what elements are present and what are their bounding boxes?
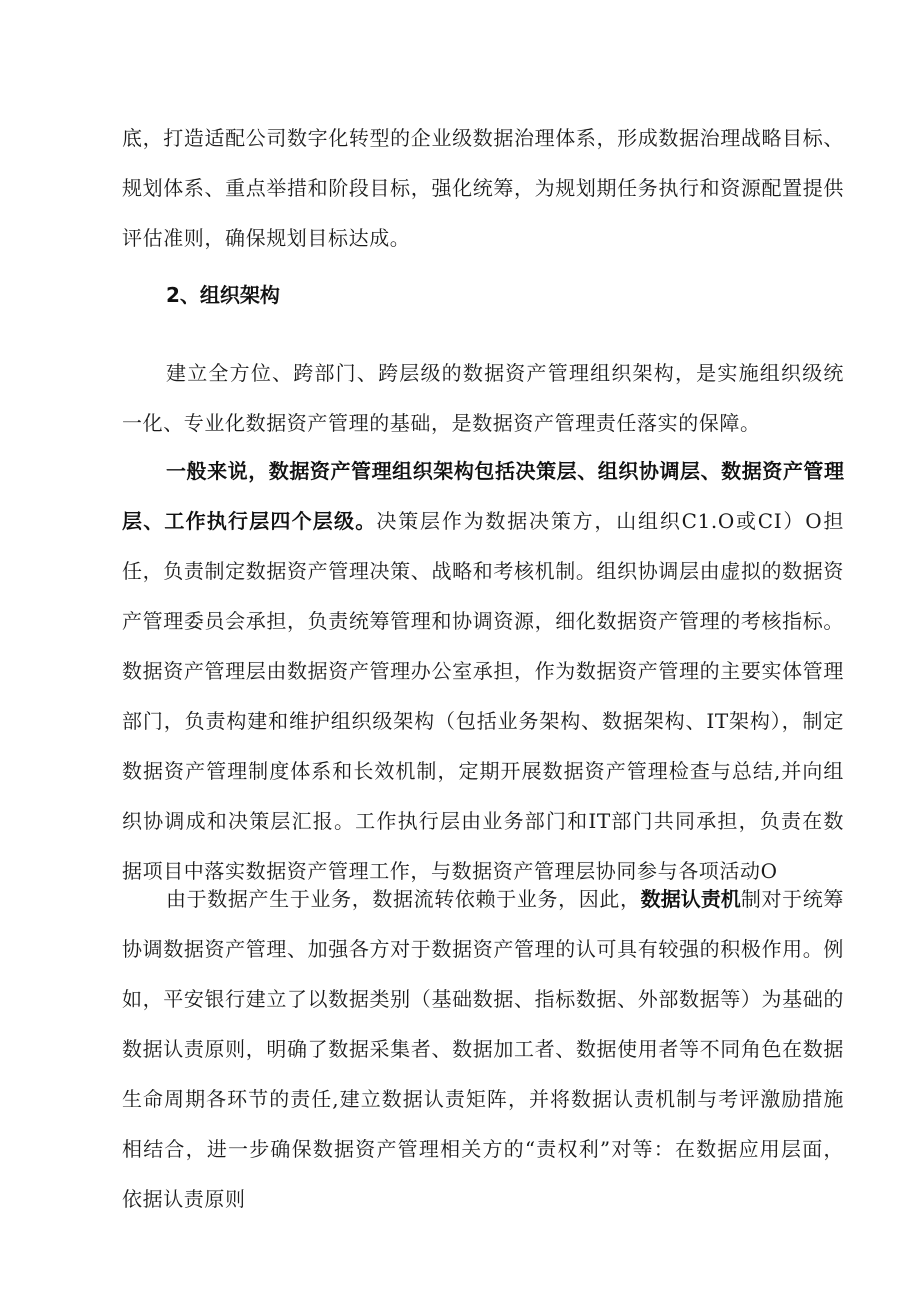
paragraph-body-text: 决策层作为数据决策方，山组织C1.O或CI）O担任，负责制定数据资产管理决策、战略和考核机制。组织协调层由虚拟的数据资产管理委员会承担，负责统筹管理和协调资源，细化数据资产管理的考核指标。数据资产管理层由数据资产管理办公室承担，作为数据资产管理的主要实体管理部门，负责构建和维护组织级架构（包括业务架构、数据架构、IT架构），制定数据资产管理制度体系和长效机制，定期开展数据资产管理检查与总结,并向组织协调成和决策层汇报。工作执行层由业务部门和IT部门共同承担，负责在数据项目中落实数据资产管理工作，与数据资产管理层协同参与各项活动O — [122, 509, 845, 883]
paragraph-org-structure-intro: 建立全方位、跨部门、跨层级的数据资产管理组织架构，是实施组织级统一化、专业化数据资产管理的基础，是数据资产管理责任落实的保障。 — [122, 361, 844, 435]
paragraph-continuation: 底，打造适配公司数字化转型的企业级数据治理体系，形成数据治理战略目标、规划体系、重点举措和阶段目标，强化统筹，为规划期任务执行和资源配置提供评估准则，确保规划目标达成。 — [122, 126, 844, 250]
paragraph-org-layers — [122, 446, 844, 896]
bold-key-term: 数据认责机 — [640, 887, 741, 911]
bold-lead-sentence: 一般来说，数据资产管理组织架构包括决策层、组织协调层、数据资产管理层、工作执行层四个层级。 — [122, 459, 844, 533]
paragraph-data-accountability — [122, 874, 844, 1224]
paragraph-body-text: 制对于统筹协调数据资产管理、加强各方对于数据资产管理的认可具有较强的积极作用。例如，平安银行建立了以数据类别（基础数据、指标数据、外部数据等）为基础的数据认责原则，明确了数据采集者、数据加工者、数据使用者等不同角色在数据生命周期各环节的责任,建立数据认责矩阵，并将数据认责机制与考评激励措施相结合，进一步确保数据资产管理相关方的“责权利”对等：在数据应用层面，依据认责原则 — [122, 887, 844, 1211]
paragraph-lead-text: 由于数据产生于业务，数据流转依赖于业务，因此， — [166, 887, 641, 911]
section-heading: 2、组织架构 — [166, 283, 280, 307]
